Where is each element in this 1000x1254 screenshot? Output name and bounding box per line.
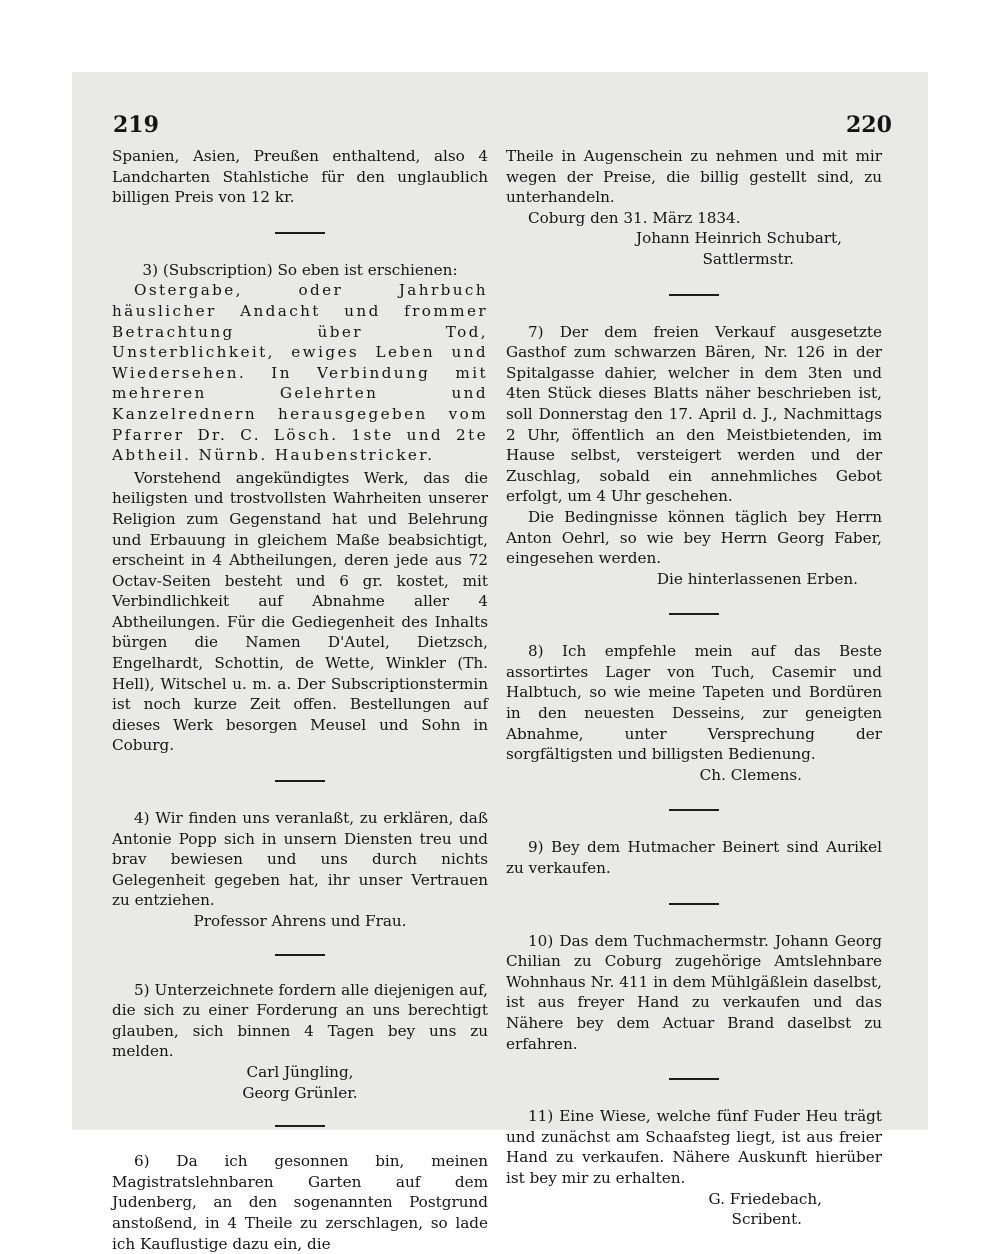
ad7-body: 7) Der dem freien Verkauf ausgesetzte Gasthof zum schwarzen Bären, Nr. 126 in der Spitalgasse dahier, welcher in dem 3ten und 4ten Stück dieses Blatts näher beschrieben ist, soll Donnerstag den 17. April d. J., Nachmittags 2 Uhr, öffentlich an den Meistbietenden, im Hause selbst, versteigert werden und der Zuschlag, sobald ein annehmliches Gebot erfolgt, um 4 Uhr geschehen.: [506, 322, 882, 506]
signature-title: Sattlermstr.: [702, 249, 794, 268]
ad7-body-2: Die Bedingnisse können täglich bey Herrn Anton Oehrl, so wie bey Herrn Georg Faber, eingesehen werden.: [506, 507, 882, 568]
ad7-signature: Die hinterlassenen Erben.: [656, 569, 858, 588]
section-divider: [275, 780, 325, 782]
signature-name: Johann Heinrich Schubart,: [635, 229, 842, 248]
section-divider: [669, 613, 719, 615]
continued-paragraph: Theile in Augenschein zu nehmen und mit mir wegen der Preise, die billig gestellt sind, zu unterhandeln.: [506, 147, 882, 207]
section-divider: [275, 954, 325, 956]
section-divider: [669, 809, 719, 811]
section-divider: [275, 232, 325, 234]
dateline: Coburg den 31. März 1834.: [528, 208, 741, 227]
section-divider: [275, 1125, 325, 1127]
ad4-body: 4) Wir finden uns veranlaßt, zu erklären, daß Antonie Popp sich in unsern Diensten treu und brav bewiesen und uns durch nichts Gelegenheit gegeben hat, ihr unser Vertrauen zu entziehen.: [112, 809, 488, 910]
ad3-heading: 3) (Subscription) So eben ist erschienen:: [142, 260, 458, 279]
left-column: [112, 146, 488, 1254]
section-divider: [669, 294, 719, 296]
page-number-right: 220: [846, 112, 892, 138]
ad11-signature-1: G. Friedebach,: [708, 1189, 822, 1208]
ad6-body: 6) Da ich gesonnen bin, meinen Magistratslehnbaren Garten auf dem Judenberg, an den sogenannten Postgrund anstoßend, in 4 Theile zu zerschlagen, so lade ich Kauflustige dazu ein, die: [112, 1152, 488, 1253]
section-divider: [669, 903, 719, 905]
ad5-signature-2: Georg Grünler.: [242, 1083, 358, 1102]
page-number-left: 219: [113, 112, 159, 138]
ad5-signature-1: Carl Jüngling,: [246, 1062, 354, 1081]
continued-paragraph: Spanien, Asien, Preußen enthaltend, also 4 Landcharten Stahlstiche für den unglaublich billigen Preis von 12 kr.: [112, 147, 488, 207]
ad11-signature-2: Scribent.: [731, 1210, 802, 1229]
right-column: [506, 146, 882, 1230]
section-divider: [669, 1078, 719, 1080]
ad3-book-title: Ostergabe, oder Jahrbuch häuslicher Andacht und frommer Betrachtung über Tod, Unsterblichkeit, ewiges Leben und Wiedersehen. In Verbindung mit mehreren Gelehrten und Kanzelrednern herausgegeben vom Pfarrer Dr. C. Lösch. 1ste und 2te Abtheil. Nürnb. Haubenstricker.: [112, 281, 488, 465]
ad3-body: Vorstehend angekündigtes Werk, das die heiligsten und trostvollsten Wahrheiten unserer Religion zum Gegenstand hat und Belehrung und Erbauung in gleichem Maße beabsichtigt, erscheint in 4 Abtheilungen, deren jede aus 72 Octav-Seiten besteht und 6 gr. kostet, mit Verbindlichkeit auf Abnahme aller 4 Abtheilungen. Für die Gediegenheit des Inhalts bürgen die Namen D'Autel, Dietzsch, Engelhardt, Schottin, de Wette, Winkler (Th. Hell), Witschel u. m. a. Der Subscriptionstermin ist noch kurze Zeit offen. Bestellungen auf dieses Werk besorgen Meusel und Sohn in Coburg.: [112, 468, 488, 755]
ad11-body: 11) Eine Wiese, welche fünf Fuder Heu trägt und zunächst am Schaafsteg liegt, ist aus freier Hand zu verkaufen. Nähere Auskunft hierüber ist bey mir zu erhalten.: [506, 1107, 882, 1187]
ad4-signature: Professor Ahrens und Frau.: [193, 912, 407, 930]
ad9-body: 9) Bey dem Hutmacher Beinert sind Aurikel zu verkaufen.: [506, 838, 882, 878]
ad10-body: 10) Das dem Tuchmachermstr. Johann Georg Chilian zu Coburg zugehörige Amtslehnbare Wohnhaus Nr. 411 in dem Mühlgäßlein daselbst, ist aus freyer Hand zu verkaufen und das Nähere bey dem Actuar Brand daselbst zu erfahren.: [506, 931, 882, 1053]
ad8-body: 8) Ich empfehle mein auf das Beste assortirtes Lager von Tuch, Casemir und Halbtuch, so wie meine Tapeten und Bordüren in den neuesten Desseins, zur geneigten Abnahme, unter Versprechung der sorgfältigsten und billigsten Bedienung.: [506, 642, 882, 764]
ad5-body: 5) Unterzeichnete fordern alle diejenigen auf, die sich zu einer Forderung an uns berechtigt glauben, sich binnen 4 Tagen bey uns zu melden.: [112, 980, 488, 1061]
ad8-signature: Ch. Clemens.: [699, 765, 802, 784]
